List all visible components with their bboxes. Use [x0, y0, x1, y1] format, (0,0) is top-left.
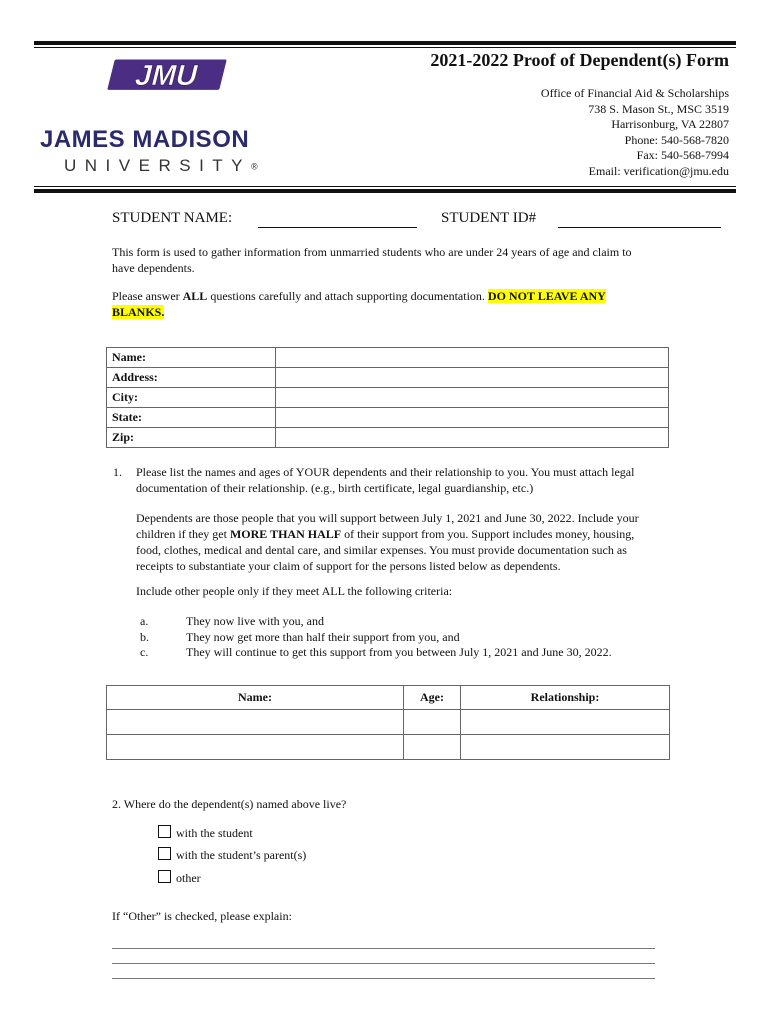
header-bottom-rule [34, 189, 736, 193]
explain-line[interactable] [112, 978, 655, 979]
criteria-text-b: They now get more than half their support from you, and [186, 630, 460, 644]
instructions-text-2: questions carefully and attach supporting documentation. [207, 289, 488, 303]
dep-relationship-cell[interactable] [461, 710, 670, 735]
info-label-name: Name: [107, 348, 276, 368]
option-label: other [176, 871, 201, 885]
q1-definition-text-2: of their support from you. Support includes money, housing, food, clothes, medical and dental care, and similar expenses. You must provide documentation such as receipts to substantiate your claim of support for the persons listed below as dependents. [136, 527, 635, 573]
checkbox-with-parents[interactable] [158, 847, 171, 860]
dep-header-age: Age: [404, 686, 461, 710]
checkbox-other[interactable] [158, 870, 171, 883]
table-header-row [107, 686, 670, 710]
info-value-city[interactable] [276, 388, 669, 408]
dep-header-relationship: Relationship: [461, 686, 670, 710]
q2-option-parents [158, 847, 306, 863]
option-label: with the student [176, 826, 253, 840]
q1-text: Please list the names and ages of YOUR dependents and their relationship to you. You must attach legal documentation of their relationship. (e.g., birth certificate, legal guardianship, etc.) [136, 465, 635, 495]
dep-age-cell[interactable] [404, 710, 461, 735]
info-value-address[interactable] [276, 368, 669, 388]
table-row [107, 735, 670, 760]
criteria-letter-c: c. [140, 645, 149, 659]
contact-city: Harrisonburg, VA 22807 [611, 117, 729, 131]
logo-mark: JMU [131, 59, 202, 93]
info-label-zip: Zip: [107, 428, 276, 448]
table-row [107, 408, 669, 428]
jmu-logo [40, 56, 280, 126]
checkbox-with-student[interactable] [158, 825, 171, 838]
university-subtitle [64, 156, 258, 176]
university-subtitle-text: UNIVERSITY [64, 156, 252, 175]
q1-definition [136, 510, 646, 574]
criteria-text-c: They will continue to get this support from you between July 1, 2021 and June 30, 2022. [186, 645, 612, 659]
table-row [107, 428, 669, 448]
table-row [107, 388, 669, 408]
table-row [107, 710, 670, 735]
q2-explain-label: If “Other” is checked, please explain: [112, 909, 292, 923]
registered-mark: ® [251, 161, 258, 172]
instructions-text: Please answer [112, 289, 183, 303]
contact-address: 738 S. Mason St., MSC 3519 [588, 101, 729, 116]
student-info-table [106, 347, 669, 448]
info-label-state: State: [107, 408, 276, 428]
table-row [107, 368, 669, 388]
instructions-highlight: DO NOT LEAVE ANY BLANKS. [112, 289, 606, 319]
contact-fax: Fax: 540-568-7994 [636, 148, 729, 162]
student-name-label: STUDENT NAME: [112, 210, 233, 226]
option-label: with the student’s parent(s) [176, 848, 307, 862]
explain-line[interactable] [112, 948, 655, 949]
dep-header-name: Name: [107, 686, 404, 710]
dependents-table [106, 685, 670, 760]
instructions-paragraph [112, 288, 652, 320]
dep-name-cell[interactable] [107, 735, 404, 760]
table-row [107, 348, 669, 368]
contact-email: Email: verification@jmu.edu [588, 163, 729, 178]
criteria-letter-b: b. [140, 630, 149, 644]
explain-line[interactable] [112, 963, 655, 964]
q2-text: 2. Where do the dependent(s) named above live? [112, 797, 347, 811]
q1-number: 1. [113, 465, 122, 479]
top-rule-thin [34, 47, 736, 48]
contact-phone: Phone: 540-568-7820 [624, 132, 729, 147]
contact-office: Office of Financial Aid & Scholarships [540, 86, 729, 100]
q1-definition-text: Dependents are those people that you will support between July 1, 2021 and June 30, 2022. Include your children if they get [136, 511, 639, 541]
q1-definition-bold: MORE THAN HALF [229, 527, 342, 541]
contact-block [541, 86, 729, 179]
criteria-text-a: They now live with you, and [186, 614, 324, 628]
top-rule [34, 41, 736, 45]
info-label-city: City: [107, 388, 276, 408]
university-name: JAMES MADISON [40, 126, 250, 153]
info-value-zip[interactable] [276, 428, 669, 448]
instructions-bold: ALL [182, 289, 208, 303]
dep-name-cell[interactable] [107, 710, 404, 735]
student-name-field[interactable] [258, 227, 417, 228]
info-value-state[interactable] [276, 408, 669, 428]
q2-option-other [158, 870, 201, 886]
info-label-address: Address: [107, 368, 276, 388]
student-id-field[interactable] [558, 227, 721, 228]
header-bottom-rule-thin [34, 186, 736, 187]
q1-criteria-intro: Include other people only if they meet ALL the following criteria: [136, 584, 453, 598]
q2-option-student [158, 825, 253, 841]
student-id-label: STUDENT ID# [441, 210, 537, 226]
intro-paragraph: This form is used to gather information from unmarried students who are under 24 years of age and claim to have dependents. [112, 245, 632, 275]
dep-age-cell[interactable] [404, 735, 461, 760]
criteria-letter-a: a. [140, 614, 149, 628]
form-title: 2021-2022 Proof of Dependent(s) Form [430, 50, 729, 70]
dep-relationship-cell[interactable] [461, 735, 670, 760]
info-value-name[interactable] [276, 348, 669, 368]
